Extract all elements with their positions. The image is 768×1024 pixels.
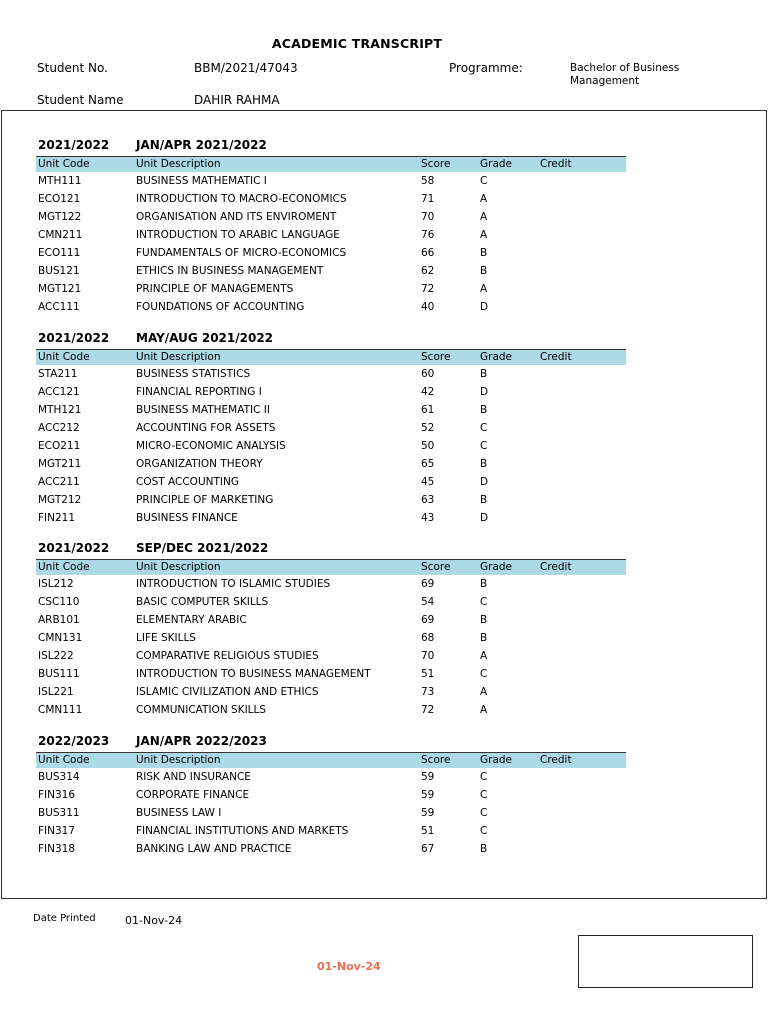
table-row xyxy=(36,575,626,593)
table-row xyxy=(36,804,626,822)
cell-grade: D xyxy=(480,301,489,313)
term-section xyxy=(36,734,626,858)
column-header-credit: Credit xyxy=(540,754,572,766)
column-header-score: Score xyxy=(421,561,451,573)
column-header-score: Score xyxy=(421,158,451,170)
cell-grade: B xyxy=(480,368,488,380)
programme-value: Bachelor of Business Management xyxy=(570,62,680,87)
cell-code: ECO111 xyxy=(38,247,81,259)
cell-code: ACC111 xyxy=(38,301,80,313)
cell-score: 59 xyxy=(421,771,435,783)
column-header-score: Score xyxy=(421,351,451,363)
cell-desc: ISLAMIC CIVILIZATION AND ETHICS xyxy=(136,686,319,698)
cell-code: MGT212 xyxy=(38,494,82,506)
column-header-desc: Unit Description xyxy=(136,754,221,766)
table-row xyxy=(36,401,626,419)
cell-code: BUS314 xyxy=(38,771,80,783)
academic-year: 2021/2022 xyxy=(38,541,110,555)
cell-score: 43 xyxy=(421,512,435,524)
cell-desc: PRINCIPLE OF MARKETING xyxy=(136,494,274,506)
column-header-credit: Credit xyxy=(540,351,572,363)
term-heading xyxy=(36,734,626,752)
table-row xyxy=(36,509,626,527)
student-name-value: DAHIR RAHMA xyxy=(194,93,280,107)
cell-grade: A xyxy=(480,229,488,241)
cell-code: STA211 xyxy=(38,368,78,380)
cell-score: 52 xyxy=(421,422,435,434)
cell-code: MTH111 xyxy=(38,175,82,187)
date-printed-value: 01-Nov-24 xyxy=(125,914,183,927)
cell-desc: BUSINESS FINANCE xyxy=(136,512,238,524)
cell-desc: ORGANISATION AND ITS ENVIROMENT xyxy=(136,211,337,223)
cell-desc: BANKING LAW AND PRACTICE xyxy=(136,843,292,855)
table-row xyxy=(36,226,626,244)
signature-box xyxy=(578,935,753,988)
cell-grade: A xyxy=(480,650,488,662)
cell-code: BUS121 xyxy=(38,265,80,277)
cell-code: FIN317 xyxy=(38,825,76,837)
cell-desc: LIFE SKILLS xyxy=(136,632,196,644)
cell-grade: B xyxy=(480,404,488,416)
cell-score: 45 xyxy=(421,476,435,488)
cell-desc: RISK AND INSURANCE xyxy=(136,771,251,783)
cell-desc: BUSINESS MATHEMATIC I xyxy=(136,175,267,187)
column-header-row xyxy=(36,156,626,172)
table-row xyxy=(36,683,626,701)
table-row xyxy=(36,629,626,647)
cell-grade: B xyxy=(480,843,488,855)
academic-year: 2022/2023 xyxy=(38,734,110,748)
cell-grade: C xyxy=(480,422,488,434)
cell-code: FIN318 xyxy=(38,843,76,855)
cell-score: 62 xyxy=(421,265,435,277)
stamp-date: 01-Nov-24 xyxy=(317,960,381,973)
cell-code: CMN131 xyxy=(38,632,83,644)
cell-score: 51 xyxy=(421,825,435,837)
table-row xyxy=(36,172,626,190)
cell-code: ECO211 xyxy=(38,440,81,452)
cell-grade: C xyxy=(480,440,488,452)
table-row xyxy=(36,473,626,491)
column-header-code: Unit Code xyxy=(38,351,90,363)
cell-code: ARB101 xyxy=(38,614,80,626)
cell-grade: C xyxy=(480,807,488,819)
table-row xyxy=(36,383,626,401)
table-row xyxy=(36,593,626,611)
table-row xyxy=(36,822,626,840)
column-header-row xyxy=(36,349,626,365)
cell-code: ISL222 xyxy=(38,650,74,662)
cell-desc: BUSINESS STATISTICS xyxy=(136,368,251,380)
cell-desc: FUNDAMENTALS OF MICRO-ECONOMICS xyxy=(136,247,347,259)
table-row xyxy=(36,244,626,262)
cell-score: 70 xyxy=(421,211,435,223)
cell-desc: BUSINESS MATHEMATIC II xyxy=(136,404,270,416)
term-heading xyxy=(36,138,626,156)
table-row xyxy=(36,208,626,226)
cell-grade: B xyxy=(480,494,488,506)
table-row xyxy=(36,455,626,473)
cell-score: 58 xyxy=(421,175,435,187)
cell-grade: B xyxy=(480,458,488,470)
cell-score: 65 xyxy=(421,458,435,470)
cell-code: ACC211 xyxy=(38,476,80,488)
cell-code: ISL212 xyxy=(38,578,74,590)
cell-desc: FOUNDATIONS OF ACCOUNTING xyxy=(136,301,305,313)
cell-desc: FINANCIAL REPORTING I xyxy=(136,386,262,398)
column-header-grade: Grade xyxy=(480,351,513,363)
cell-code: ACC212 xyxy=(38,422,80,434)
cell-desc: FINANCIAL INSTITUTIONS AND MARKETS xyxy=(136,825,349,837)
table-row xyxy=(36,611,626,629)
cell-grade: C xyxy=(480,771,488,783)
cell-desc: ETHICS IN BUSINESS MANAGEMENT xyxy=(136,265,324,277)
cell-score: 76 xyxy=(421,229,435,241)
cell-code: FIN316 xyxy=(38,789,76,801)
table-row xyxy=(36,262,626,280)
cell-desc: INTRODUCTION TO BUSINESS MANAGEMENT xyxy=(136,668,371,680)
column-header-desc: Unit Description xyxy=(136,158,221,170)
cell-code: FIN211 xyxy=(38,512,76,524)
table-row xyxy=(36,190,626,208)
column-header-grade: Grade xyxy=(480,561,513,573)
cell-desc: ELEMENTARY ARABIC xyxy=(136,614,247,626)
cell-grade: D xyxy=(480,512,489,524)
cell-score: 60 xyxy=(421,368,435,380)
cell-score: 69 xyxy=(421,578,435,590)
column-header-code: Unit Code xyxy=(38,158,90,170)
cell-score: 67 xyxy=(421,843,435,855)
cell-code: ACC121 xyxy=(38,386,80,398)
cell-desc: ACCOUNTING FOR ASSETS xyxy=(136,422,276,434)
cell-desc: PRINCIPLE OF MANAGEMENTS xyxy=(136,283,294,295)
column-header-grade: Grade xyxy=(480,754,513,766)
cell-desc: INTRODUCTION TO ARABIC LANGUAGE xyxy=(136,229,340,241)
cell-grade: D xyxy=(480,386,489,398)
column-header-credit: Credit xyxy=(540,158,572,170)
cell-code: ISL221 xyxy=(38,686,74,698)
academic-year: 2021/2022 xyxy=(38,138,110,152)
cell-desc: INTRODUCTION TO ISLAMIC STUDIES xyxy=(136,578,331,590)
column-header-row xyxy=(36,752,626,768)
cell-code: CMN111 xyxy=(38,704,83,716)
term-section xyxy=(36,541,626,719)
cell-grade: B xyxy=(480,632,488,644)
cell-score: 72 xyxy=(421,283,435,295)
date-printed-label: Date Printed xyxy=(33,913,96,924)
cell-grade: B xyxy=(480,614,488,626)
cell-score: 42 xyxy=(421,386,435,398)
cell-code: BUS111 xyxy=(38,668,80,680)
cell-grade: A xyxy=(480,283,488,295)
column-header-desc: Unit Description xyxy=(136,351,221,363)
cell-desc: INTRODUCTION TO MACRO-ECONOMICS xyxy=(136,193,347,205)
cell-score: 59 xyxy=(421,789,435,801)
cell-grade: A xyxy=(480,704,488,716)
cell-code: ECO121 xyxy=(38,193,81,205)
cell-grade: A xyxy=(480,193,488,205)
cell-grade: D xyxy=(480,476,489,488)
cell-grade: C xyxy=(480,175,488,187)
table-row xyxy=(36,840,626,858)
term-heading xyxy=(36,331,626,349)
term-name: JAN/APR 2021/2022 xyxy=(136,138,267,152)
term-heading xyxy=(36,541,626,559)
student-no-label: Student No. xyxy=(37,61,108,75)
cell-grade: C xyxy=(480,596,488,608)
cell-score: 51 xyxy=(421,668,435,680)
column-header-row xyxy=(36,559,626,575)
cell-desc: ORGANIZATION THEORY xyxy=(136,458,263,470)
table-row xyxy=(36,647,626,665)
cell-desc: BASIC COMPUTER SKILLS xyxy=(136,596,269,608)
cell-score: 71 xyxy=(421,193,435,205)
term-section xyxy=(36,138,626,316)
column-header-code: Unit Code xyxy=(38,561,90,573)
table-row xyxy=(36,280,626,298)
programme-label: Programme: xyxy=(449,61,523,75)
cell-grade: B xyxy=(480,247,488,259)
table-row xyxy=(36,768,626,786)
term-name: SEP/DEC 2021/2022 xyxy=(136,541,269,555)
student-name-label: Student Name xyxy=(37,93,124,107)
cell-grade: A xyxy=(480,211,488,223)
cell-desc: COST ACCOUNTING xyxy=(136,476,239,488)
cell-score: 70 xyxy=(421,650,435,662)
table-row xyxy=(36,701,626,719)
cell-score: 40 xyxy=(421,301,435,313)
table-row xyxy=(36,365,626,383)
table-row xyxy=(36,665,626,683)
cell-grade: C xyxy=(480,825,488,837)
cell-code: BUS311 xyxy=(38,807,80,819)
cell-score: 61 xyxy=(421,404,435,416)
cell-desc: CORPORATE FINANCE xyxy=(136,789,250,801)
term-name: MAY/AUG 2021/2022 xyxy=(136,331,274,345)
cell-score: 68 xyxy=(421,632,435,644)
term-section xyxy=(36,331,626,527)
cell-grade: C xyxy=(480,789,488,801)
cell-score: 66 xyxy=(421,247,435,259)
cell-score: 50 xyxy=(421,440,435,452)
table-row xyxy=(36,419,626,437)
table-row xyxy=(36,491,626,509)
cell-code: MGT121 xyxy=(38,283,82,295)
cell-code: MTH121 xyxy=(38,404,82,416)
cell-desc: COMMUNICATION SKILLS xyxy=(136,704,267,716)
cell-score: 63 xyxy=(421,494,435,506)
cell-code: MGT122 xyxy=(38,211,82,223)
column-header-score: Score xyxy=(421,754,451,766)
student-no-value: BBM/2021/47043 xyxy=(194,61,298,75)
column-header-grade: Grade xyxy=(480,158,513,170)
column-header-code: Unit Code xyxy=(38,754,90,766)
table-row xyxy=(36,786,626,804)
academic-year: 2021/2022 xyxy=(38,331,110,345)
cell-code: CSC110 xyxy=(38,596,80,608)
cell-grade: A xyxy=(480,686,488,698)
cell-desc: BUSINESS LAW I xyxy=(136,807,222,819)
cell-desc: COMPARATIVE RELIGIOUS STUDIES xyxy=(136,650,319,662)
column-header-credit: Credit xyxy=(540,561,572,573)
cell-score: 73 xyxy=(421,686,435,698)
cell-score: 54 xyxy=(421,596,435,608)
cell-score: 59 xyxy=(421,807,435,819)
cell-score: 69 xyxy=(421,614,435,626)
cell-grade: C xyxy=(480,668,488,680)
cell-code: MGT211 xyxy=(38,458,82,470)
term-name: JAN/APR 2022/2023 xyxy=(136,734,267,748)
cell-code: CMN211 xyxy=(38,229,83,241)
table-row xyxy=(36,298,626,316)
cell-grade: B xyxy=(480,578,488,590)
table-row xyxy=(36,437,626,455)
column-header-desc: Unit Description xyxy=(136,561,221,573)
cell-score: 72 xyxy=(421,704,435,716)
page-title: ACADEMIC TRANSCRIPT xyxy=(271,36,443,51)
cell-grade: B xyxy=(480,265,488,277)
cell-desc: MICRO-ECONOMIC ANALYSIS xyxy=(136,440,286,452)
